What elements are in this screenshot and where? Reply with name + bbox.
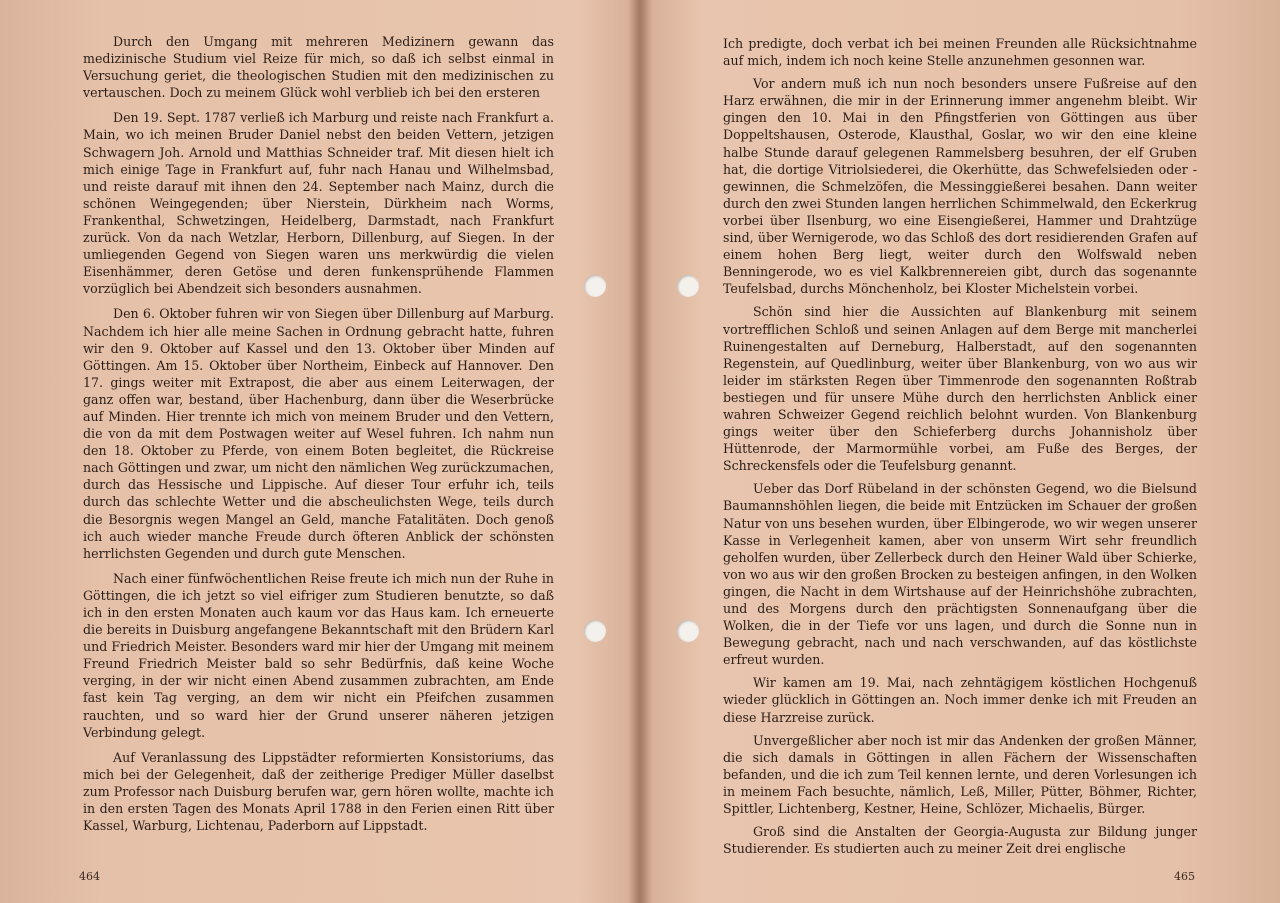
punch-hole — [584, 620, 606, 642]
right-paragraph: Schön sind hier die Aussichten auf Blankenburg mit seinem vortrefflichen Schloß und seinen Anlagen auf dem Berge mit mancherlei Ruinengestalten auf Derneburg, Halberstadt, auf den sogenannten Regenstein, auf Quedlinburg, weiter über Blankenburg, von wo aus wir leider im stärksten Regen über Timmenrode den sogenannten Roßtrab bestiegen und für unsere Mühe durch den herrlichsten Anblick einer wahren Schweizer Gegend reichlich belohnt wurden. Von Blankenburg gings weiter über den Schieferberg durchs Johannisholz über Hüttenrode, der Marmormühle vorbei, am Fuße des Berges, der Schreckensfels oder die Teufelsburg genannt. — [723, 304, 1197, 474]
left-paragraph: Den 6. Oktober fuhren wir von Siegen über Dillenburg auf Marburg. Nachdem ich hier alle meine Sachen in Ordnung gebracht hatte, fuhren wir den 9. Oktober auf Kassel und den 13. Oktober über Minden auf Göttingen. Am 15. Oktober über Northeim, Einbeck auf Hannover. Den 17. gings weiter mit Extrapost, die aber aus einem Leiterwagen, der ganz offen war, bestand, über Hachenburg, dann über die Weserbrücke auf Minden. Hier trennte ich mich von meinem Bruder und den Vettern, die von da mit dem Postwagen weiter auf Wesel fuhren. Ich nahm nun den 18. Oktober zu Pferde, von einem Boten begleitet, die Rückreise nach Göttingen und zwar, um nicht den nämlichen Weg zurückzumachen, durch das Hessische und Lippische. Auf dieser Tour erfuhr ich, teils durch das schlechte Wetter und die abscheulichsten Wege, teils durch die Besorgnis wegen Mangel an Geld, manche Fatalitäten. Doch genoß ich auch wieder manche Freude durch öfteren Anblick der schönsten herrlichsten Gegenden und durch gute Menschen. — [83, 306, 554, 561]
left-paragraph: Den 19. Sept. 1787 verließ ich Marburg und reiste nach Frankfurt a. Main, wo ich meinen Bruder Daniel nebst den beiden Vettern, jetzigen Schwagern Joh. Arnold und Matthias Schneider traf. Mit diesen hielt ich mich einige Tage in Frankfurt auf, fuhr nach Hanau und Wilhelmsbad, und reiste darauf mit ihnen den 24. September nach Mainz, durch die schönen Weingegenden; über Nierstein, Dürkheim nach Worms, Frankenthal, Schwetzingen, Heidelberg, Darmstadt, nach Frankfurt zurück. Von da nach Wetzlar, Herborn, Dillenburg, auf Siegen. In der umliegenden Gegend von Siegen waren uns merkwürdig die vielen Eisenhämmer, deren Getöse und deren funkensprühende Flammen vorzüglich bei Abendzeit sich besonders ausnahmen. — [83, 110, 554, 297]
punch-hole — [677, 275, 699, 297]
left-page-text — [83, 33, 554, 842]
right-page-text — [723, 35, 1197, 863]
right-page — [642, 0, 1280, 903]
left-page — [0, 0, 638, 903]
right-paragraph: Ueber das Dorf Rübeland in der schönsten Gegend, wo die Bielsund Baumannshöhlen liegen, die beide mit Entzücken im Schauer der großen Natur von uns besehen wurden, über Elbingerode, wo wir wegen unserer Kasse in Verlegenheit kamen, aber von unserm Wirt sehr freundlich geholfen wurden, über Zellerbeck durch den Heiner Wald über Schierke, von wo aus wir den großen Brocken zu besteigen anfingen, in den Wolken gingen, die Nacht in dem Wirtshause auf der Heinrichshöhe zubrachten, und des Morgens durch den prächtigsten Sonnenaufgang über die Wolken, die in der Tiefe vor uns lagen, und durch die Sonne nun in Bewegung gebracht, nach und nach verschwanden, auf das köstlichste erfreut wurden. — [723, 481, 1197, 668]
punch-hole — [677, 620, 699, 642]
left-paragraph: Durch den Umgang mit mehreren Medizinern gewann das medizinische Studium viel Reize für mich, so daß ich selbst einmal in Versuchung geriet, die theologischen Studien mit den medizinischen zu vertauschen. Doch zu meinem Glück wohl verblieb ich bei den ersteren — [83, 34, 554, 101]
left-paragraph: Auf Veranlassung des Lippstädter reformierten Konsistoriums, das mich bei der Gelegenheit, daß der zeitherige Prediger Müller daselbst zum Professor nach Duisburg berufen war, gern hören wollte, machte ich in den ersten Tagen des Monats April 1788 in den Ferien einen Ritt über Kassel, Warburg, Lichtenau, Paderborn auf Lippstadt. — [83, 749, 554, 834]
right-page-number: 465 — [1174, 870, 1195, 883]
left-paragraph: Nach einer fünfwöchentlichen Reise freute ich mich nun der Ruhe in Göttingen, die ich jetzt so viel eifriger zum Studieren benutzte, so daß ich in den ersten Monaten auch kaum vor das Haus kam. Ich erneuerte die bereits in Duisburg angefangene Bekanntschaft mit den Brüdern Karl und Friedrich Meister. Besonders ward mir hier der Umgang mit meinem Freund Friedrich Meister bald so sehr Bedürfnis, daß keine Woche verging, in der wir nicht einen Abend zusammen zubrachten, am Ende fast kein Tag verging, an dem wir nicht ein Pfeifchen zusammen rauchten, und so ward hier der Grund unserer näheren jetzigen Verbindung gelegt. — [83, 570, 554, 740]
right-paragraph: Wir kamen am 19. Mai, nach zehntägigem köstlichen Hochgenuß wieder glücklich in Göttingen an. Noch immer denke ich mit Freuden an diese Harzreise zurück. — [723, 675, 1197, 725]
right-paragraph: Vor andern muß ich nun noch besonders unsere Fußreise auf den Harz erwähnen, die mir in der Erinnerung immer angenehm bleibt. Wir gingen den 10. Mai in den Pfingstferien von Göttingen aus über Doppeltshausen, Osterode, Klausthal, Goslar, wo wir den eine kleine halbe Stunde darauf gelegenen Rammelsberg besuhren, der elf Gruben hat, die dortige Vitriolsiederei, die Okerhütte, das Schwefelsieden oder -gewinnen, die Schmelzöfen, die Messinggießerei besahen. Dann weiter durch den zwei Stunden langen herrlichen Schimmelwald, den Eckerkrug vorbei über Ilsenburg, wo eine Eisengießerei, Hammer und Drahtzüge sind, über Wernigerode, wo das Schloß des dort residierenden Grafen auf einem hohen Berg liegt, weiter durch den Wolfswald neben Benningerode, wo es viel Kalkbrennereien gibt, durch das sogenannte Teufelsbad, durchs Mönchenholz, bei Kloster Michelstein vorbei. — [723, 76, 1197, 297]
punch-hole — [584, 275, 606, 297]
right-paragraph: Ich predigte, doch verbat ich bei meinen Freunden alle Rücksichtnahme auf mich, indem ich noch keine Stelle anzunehmen gesonnen war. — [723, 36, 1197, 69]
right-paragraph: Unvergeßlicher aber noch ist mir das Andenken der großen Männer, die sich damals in Göttingen in allen Fächern der Wissenschaften befanden, und die ich zum Teil kennen lernte, und deren Vorlesungen ich in meinem Fach besuchte, nämlich, Leß, Miller, Pütter, Böhmer, Richter, Spittler, Lichtenberg, Kestner, Heine, Schlözer, Michaelis, Bürger. — [723, 732, 1197, 817]
right-paragraph: Groß sind die Anstalten der Georgia-Augusta zur Bildung junger Studierender. Es studierten auch zu meiner Zeit drei englische — [723, 824, 1197, 857]
left-page-number: 464 — [79, 870, 100, 883]
